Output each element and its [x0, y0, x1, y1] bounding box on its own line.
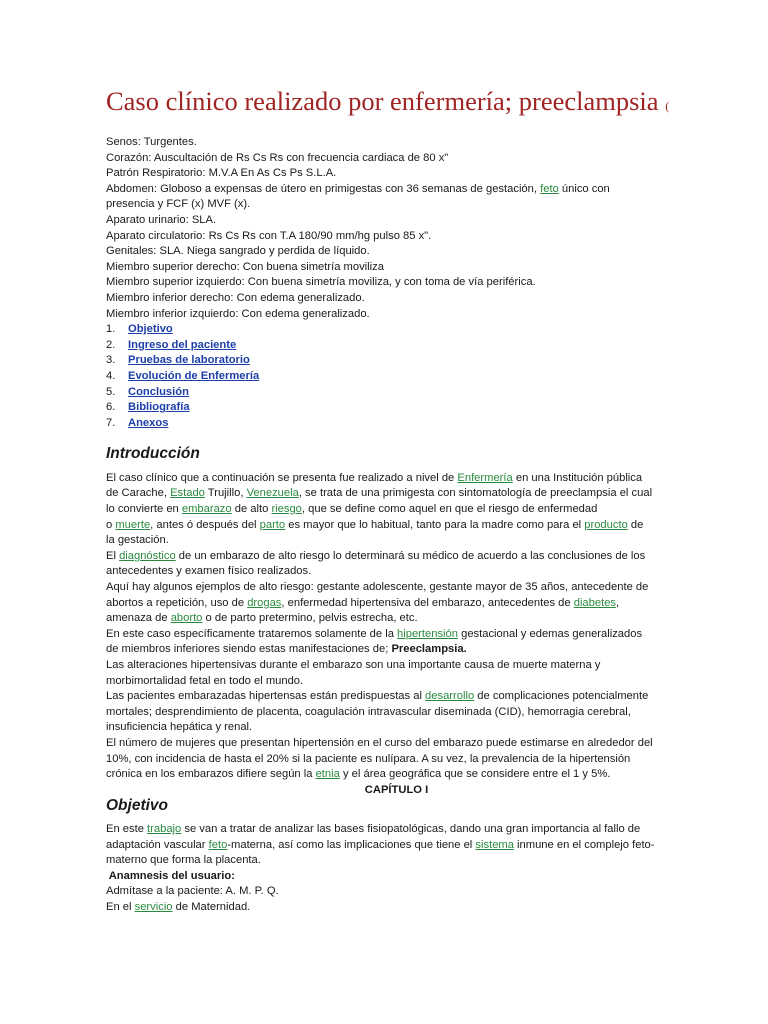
toc-link-anexos[interactable]: Anexos — [128, 416, 169, 429]
objective-heading: Objetivo — [106, 797, 169, 815]
exam-line — [106, 182, 712, 198]
text: y el área geográfica que se considere entre el 1 y 5%. — [339, 768, 611, 781]
text: , antes ó después del — [150, 518, 260, 531]
text: inmune en el complejo feto- — [513, 838, 655, 851]
text: gestacional y edemas generalizados — [457, 627, 643, 640]
intro-line — [106, 549, 712, 565]
objective-line — [106, 838, 712, 854]
intro-line: Aquí hay algunos ejemplos de alto riesgo: gestante adolescente, gestante mayor de 35 años, antecedente de — [106, 581, 649, 594]
link-desarrollo[interactable]: desarrollo — [425, 690, 475, 703]
link-sistema[interactable]: sistema — [475, 838, 514, 851]
intro-line — [106, 502, 712, 518]
link-servicio[interactable]: servicio — [134, 900, 173, 913]
intro-line: 10%, con incidencia de hasta el 20% si la paciente es nulípara. A su vez, la prevalencia de la hipertensión — [106, 752, 631, 765]
text: se van a tratar de analizar las bases fisiopatológicas, dando una gran importancia al fallo de — [181, 822, 641, 835]
intro-line — [106, 767, 712, 783]
link-aborto[interactable]: aborto — [170, 612, 203, 625]
link-muerte[interactable]: muerte — [115, 518, 151, 531]
text: En el — [106, 900, 135, 913]
text: de miembros inferiores siendo estas manifestaciones de; — [106, 643, 392, 656]
text: es mayor que lo habitual, tanto para la madre como para el — [285, 518, 585, 531]
toc-link-pruebas[interactable]: Pruebas de laboratorio — [128, 354, 250, 367]
toc-item — [106, 416, 712, 432]
toc-item — [106, 385, 712, 401]
intro-line — [106, 486, 712, 502]
exam-line: Miembro inferior izquierdo: Con edema generalizado. — [106, 307, 370, 320]
objective-line — [106, 822, 712, 838]
exam-line: Patrón Respiratorio: M.V.A En As Cs Ps S.L.A. — [106, 167, 337, 180]
text: de Carache, — [106, 487, 171, 500]
text: Trujillo, — [204, 487, 247, 500]
intro-heading: Introducción — [106, 445, 200, 463]
intro-line — [106, 627, 712, 643]
text: El caso clínico que a continuación se presenta fue realizado a nivel de — [106, 471, 458, 484]
link-embarazo[interactable]: embarazo — [181, 503, 232, 516]
text: o — [106, 518, 116, 531]
intro-line: antecedentes y examen físico realizados. — [106, 565, 312, 578]
text: , enfermedad hipertensiva del embarazo, antecedentes de — [281, 596, 574, 609]
intro-line: El número de mujeres que presentan hipertensión en el curso del embarazo puede estimarse en alrededor del — [106, 736, 653, 749]
intro-line — [106, 642, 712, 658]
intro-line: morbimortalidad fetal en todo el mundo. — [106, 674, 304, 687]
text: lo convierte en — [106, 503, 182, 516]
intro-line: insuficiencia hepática y renal. — [106, 721, 253, 734]
objective-line — [106, 900, 712, 916]
text: amenaza de — [106, 612, 171, 625]
link-feto-2[interactable]: feto — [208, 838, 228, 851]
title-tail: ( — [665, 99, 670, 113]
toc-item — [106, 369, 712, 385]
preeclampsia-bold: Preeclampsia. — [391, 643, 467, 656]
exam-text: Abdomen: Globoso a expensas de útero en primigestas con 36 semanas de gestación, — [106, 182, 537, 195]
objective-line: Admítase a la paciente: A. M. P. Q. — [106, 885, 279, 898]
anamnesis-heading: Anamnesis del usuario: — [106, 869, 235, 882]
toc-item — [106, 338, 712, 354]
text: -materna, así como las implicaciones que tiene el — [227, 838, 476, 851]
toc-number: 4. — [106, 369, 116, 382]
intro-line — [106, 518, 712, 534]
toc-link-evolucion[interactable]: Evolución de Enfermería — [128, 369, 260, 382]
toc-item — [106, 353, 712, 369]
text: de un embarazo de alto riesgo lo determinará su médico de acuerdo a las conclusiones de los — [175, 549, 646, 562]
exam-line: Miembro superior derecho: Con buena simetría moviliza — [106, 260, 384, 273]
link-feto[interactable]: feto — [540, 182, 559, 195]
link-diagnostico[interactable]: diagnóstico — [119, 549, 176, 562]
intro-line — [106, 471, 712, 487]
link-diabetes[interactable]: diabetes — [573, 596, 617, 609]
text: de Maternidad. — [172, 900, 251, 913]
toc-link-conclusion[interactable]: Conclusión — [128, 385, 189, 398]
link-parto[interactable]: parto — [259, 518, 286, 531]
text: , se trata de una primigesta con sintomatología de preeclampsia el cual — [298, 487, 653, 500]
text: crónica en los embarazos difiere según la — [106, 768, 316, 781]
toc-number: 7. — [106, 416, 116, 429]
text: de complicaciones potencialmente — [474, 690, 649, 703]
text: , que se define como aquel en que el riesgo de enfermedad — [301, 503, 598, 516]
text: Las pacientes embarazadas hipertensas están predispuestas al — [106, 690, 426, 703]
text: adaptación vascular — [106, 838, 209, 851]
link-enfermeria[interactable]: Enfermería — [457, 471, 513, 484]
text: en una Institución pública — [512, 471, 643, 484]
link-trabajo[interactable]: trabajo — [147, 822, 182, 835]
objective-text — [106, 822, 712, 916]
toc-number: 3. — [106, 354, 116, 367]
link-estado[interactable]: Estado — [170, 487, 205, 500]
text: de alto — [231, 503, 272, 516]
toc-number: 2. — [106, 338, 116, 351]
intro-line — [106, 689, 712, 705]
table-of-contents — [106, 322, 712, 431]
exam-line: Aparato urinario: SLA. — [106, 213, 217, 226]
exam-line: Senos: Turgentes. — [106, 136, 197, 148]
toc-link-objetivo[interactable]: Objetivo — [128, 323, 173, 336]
toc-number: 1. — [106, 323, 116, 336]
intro-line: la gestación. — [106, 534, 169, 547]
text: El — [106, 549, 120, 562]
exam-line: Genitales: SLA. Niega sangrado y perdida de líquido. — [106, 245, 370, 258]
exam-line: Aparato circulatorio: Rs Cs Rs con T.A 180/90 mm/hg pulso 85 x". — [106, 229, 432, 242]
text: o de parto pretermino, pelvis estrecha, etc. — [202, 612, 418, 625]
link-riesgo[interactable]: riesgo — [271, 503, 302, 516]
text: En este — [106, 822, 148, 835]
text: En este caso específicamente trataremos solamente de la — [106, 627, 398, 640]
link-venezuela[interactable]: Venezuela — [246, 487, 299, 500]
chapter-heading: CAPÍTULO I — [364, 783, 429, 796]
text: , — [616, 596, 620, 609]
link-producto[interactable]: producto — [584, 518, 628, 531]
exam-section — [106, 135, 712, 916]
exam-line: presencia y FCF (x) MVF (x). — [106, 198, 251, 211]
toc-link-bibliografia[interactable]: Bibliografía — [128, 401, 190, 414]
intro-line: Las alteraciones hipertensivas durante el embarazo son una importante causa de muerte materna y — [106, 659, 601, 671]
toc-number: 6. — [106, 401, 116, 414]
link-etnia[interactable]: etnia — [315, 768, 340, 781]
objective-line: materno que forma la placenta. — [106, 854, 261, 867]
exam-line: Miembro inferior derecho: Con edema generalizado. — [106, 291, 365, 304]
intro-line: mortales; desprendimiento de placenta, coagulación intravascular diseminada (CID), hemorragia cerebral, — [106, 705, 631, 718]
text: de — [627, 518, 644, 531]
exam-line: Miembro superior izquierdo: Con buena simetría moviliza, y con toma de vía periférica. — [106, 276, 536, 289]
intro-line — [106, 611, 712, 627]
link-drogas[interactable]: drogas — [247, 596, 282, 609]
toc-link-ingreso[interactable]: Ingreso del paciente — [128, 338, 237, 351]
intro-text — [106, 471, 712, 783]
page-title — [106, 86, 712, 117]
toc-number: 5. — [106, 385, 116, 398]
text: abortos a repetición, uso de — [106, 596, 248, 609]
intro-line — [106, 596, 712, 612]
exam-line: Corazón: Auscultación de Rs Cs Rs con frecuencia cardiaca de 80 x" — [106, 151, 449, 164]
exam-text: único con — [561, 182, 610, 195]
toc-item — [106, 400, 712, 416]
toc-item — [106, 322, 712, 338]
link-hipertension[interactable]: hipertensión — [397, 627, 458, 640]
title-text: Caso clínico realizado por enfermería; preeclampsia — [106, 86, 659, 116]
